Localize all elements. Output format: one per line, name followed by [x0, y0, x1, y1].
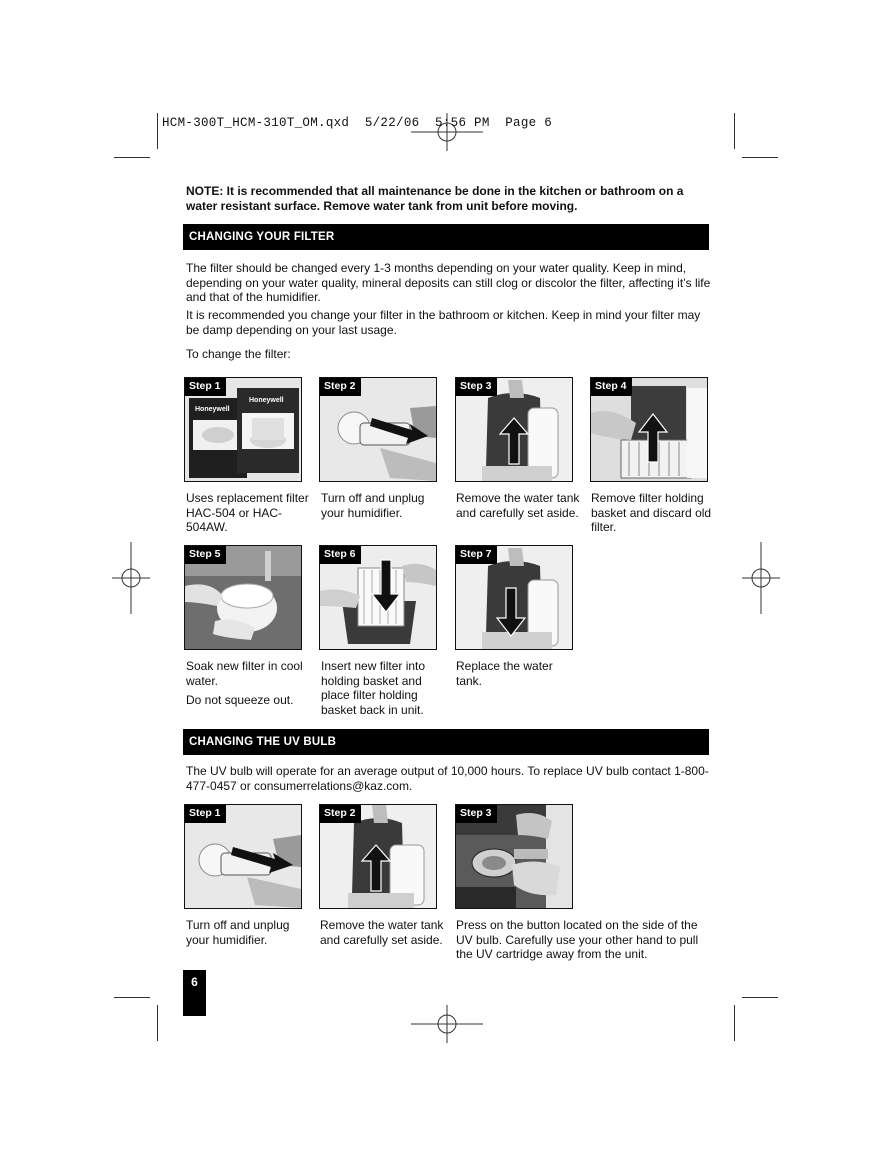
uv-step-3-caption: Press on the button located on the side of the UV bulb. Carefully use your other hand to pull the UV cartridge away from the unit.: [456, 918, 699, 962]
crop-mark: [734, 113, 735, 149]
step-label: Step 7: [456, 546, 497, 564]
filter-step-4-caption: Remove filter holding basket and discard old filter.: [591, 491, 712, 535]
uv-step-2-image: [319, 804, 437, 909]
filter-step-5-caption-warning: Do not squeeze out.: [186, 693, 294, 707]
filter-intro-paragraph: The filter should be changed every 1-3 months depending on your water quality. Keep in mind, depending on your water quality, mineral deposits can still clog or discolor the filter, affecting it’s life and that of the humidifier.: [186, 261, 711, 305]
uv-intro-paragraph: The UV bulb will operate for an average output of 10,000 hours. To replace UV bulb contact 1-800-477-0457 or consumerrelations@kaz.com.: [186, 764, 709, 793]
crop-mark: [742, 157, 778, 158]
step-label: Step 3: [456, 805, 497, 823]
section-header-uv-bulb: CHANGING THE UV BULB: [183, 729, 709, 755]
step-label: Step 6: [320, 546, 361, 564]
registration-mark-bottom: [411, 1005, 483, 1043]
registration-mark-right: [742, 542, 780, 614]
step-label: Step 5: [185, 546, 226, 564]
filter-step-6-image: [319, 545, 437, 650]
registration-mark-left: [112, 542, 150, 614]
filter-steps-lead: To change the filter:: [186, 347, 291, 361]
step-label: Step 3: [456, 378, 497, 396]
filter-step-6-caption: Insert new filter into holding basket and place filter holding basket back in unit.: [321, 659, 426, 717]
filter-step-1-caption: Uses replacement filter HAC-504 or HAC-504AW.: [186, 491, 309, 535]
filter-location-paragraph: It is recommended you change your filter in the bathroom or kitchen. Keep in mind your filter may be damp depending on your last usage.: [186, 308, 701, 337]
print-slug-line: HCM-300T_HCM-310T_OM.qxd 5/22/06 5:56 PM Page 6: [162, 116, 553, 130]
crop-mark: [742, 997, 778, 998]
page-number: 6: [183, 970, 206, 1016]
crop-mark: [157, 1005, 158, 1041]
step-label: Step 2: [320, 378, 361, 396]
step-label: Step 1: [185, 805, 226, 823]
filter-step-5-caption: Soak new filter in cool water.: [186, 659, 303, 688]
filter-step-5-image: [184, 545, 302, 650]
crop-mark: [114, 157, 150, 158]
uv-step-3-image: [455, 804, 573, 909]
filter-step-2-caption: Turn off and unplug your humidifier.: [321, 491, 425, 520]
filter-step-3-caption: Remove the water tank and carefully set aside.: [456, 491, 580, 520]
step-label: Step 1: [185, 378, 226, 396]
uv-step-1-caption: Turn off and unplug your humidifier.: [186, 918, 290, 947]
step-label: Step 4: [591, 378, 632, 396]
maintenance-note: NOTE: It is recommended that all maintenance be done in the kitchen or bathroom on a water resistant surface. Remove water tank from unit before moving.: [186, 184, 684, 213]
filter-step-7-caption: Replace the water tank.: [456, 659, 553, 688]
section-header-filter: CHANGING YOUR FILTER: [183, 224, 709, 250]
box-brand-a: Honeywell: [195, 406, 230, 413]
box-brand-b: Honeywell: [249, 397, 284, 404]
crop-mark: [157, 113, 158, 149]
filter-step-2-image: [319, 377, 437, 482]
filter-step-7-image: [455, 545, 573, 650]
uv-step-2-caption: Remove the water tank and carefully set aside.: [320, 918, 444, 947]
filter-step-4-image: [590, 377, 708, 482]
crop-mark: [114, 997, 150, 998]
filter-step-1-image: [184, 377, 302, 482]
uv-step-1-image: [184, 804, 302, 909]
crop-mark: [734, 1005, 735, 1041]
filter-step-3-image: [455, 377, 573, 482]
step-label: Step 2: [320, 805, 361, 823]
